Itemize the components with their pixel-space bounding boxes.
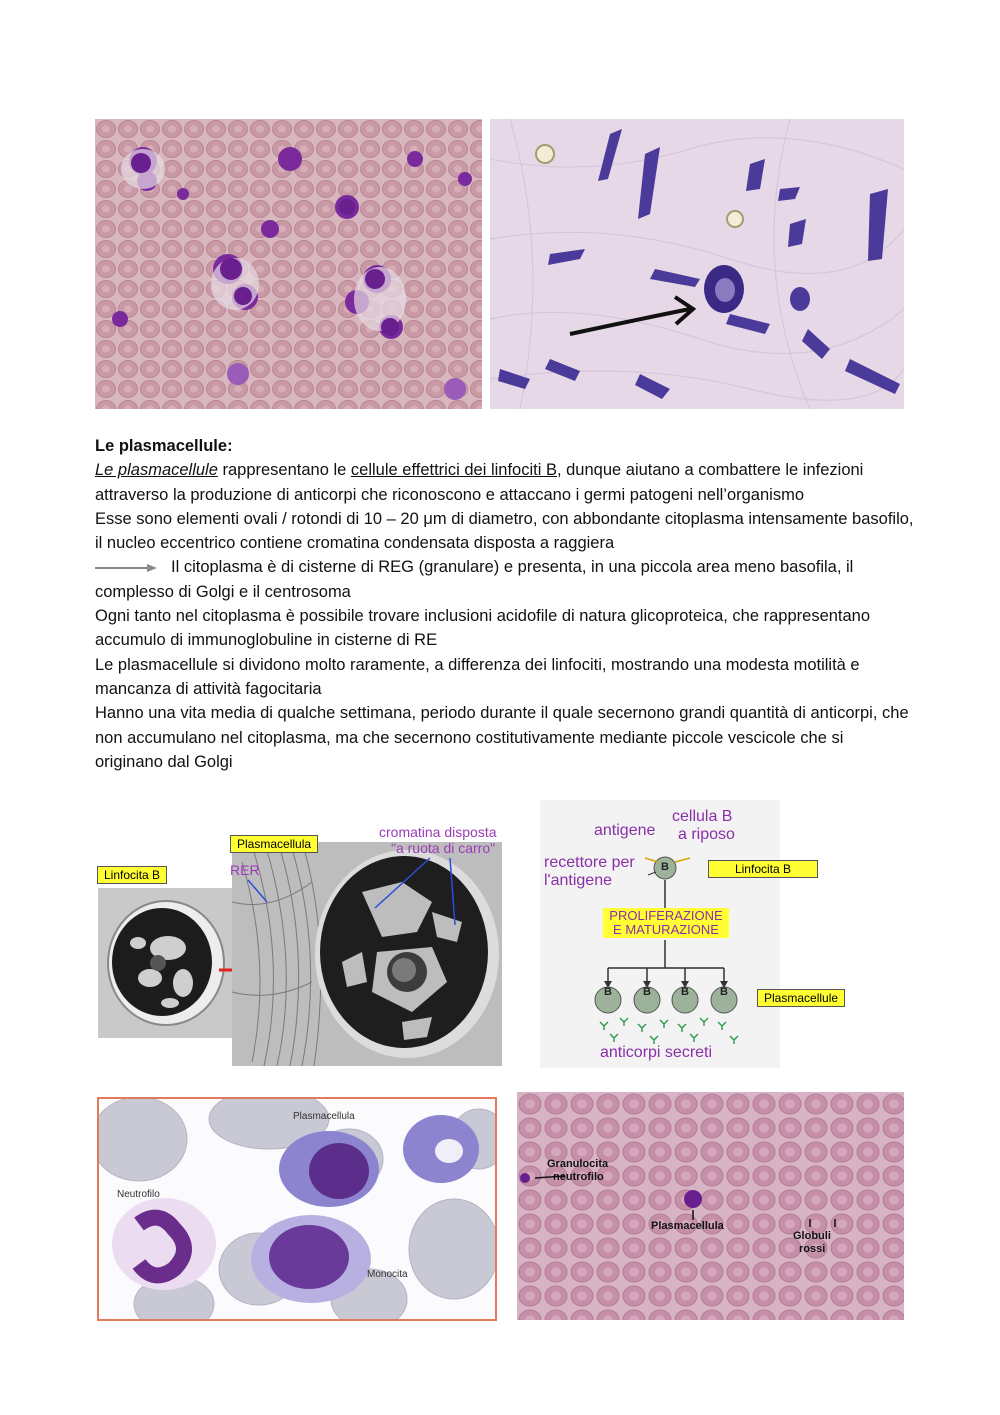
- paragraph-1: [95, 458, 915, 507]
- neutrofilo-label: Neutrofilo: [117, 1189, 160, 1200]
- recettore-label-2: l'antigene: [544, 872, 612, 889]
- section-title: Le plasmacellule:: [95, 437, 233, 455]
- plasmacellula-smear-right-label: Plasmacellula: [651, 1220, 724, 1232]
- cromatina-label-2: "a ruota di carro": [391, 840, 496, 856]
- paragraph-4: Ogni tanto nel citoplasma è possibile trovare inclusioni acidofile di natura glicoproteica, che rappresentano accumulo di immunoglobuline in cisterne di RE: [95, 607, 871, 650]
- paragraph-6: Hanno una vita media di qualche settimana, periodo durante il quale secernono grandi quantità di anticorpi, che non accumulano nel citoplasma, ma che secernono costitutivamente mediante piccole vescicole che si originano dal Golgi: [95, 704, 909, 771]
- plasmacellule-diagram-label: Plasmacellule: [757, 989, 845, 1007]
- smear-photo-bottom-right: [517, 1092, 904, 1320]
- plasmacellula-smear-label: Plasmacellula: [293, 1111, 355, 1122]
- paragraph-1-text-b: dunque aiutano a combattere le infezioni attraverso la produzione di anticorpi che riconoscono e attaccano i germi patogeni nell’organismo: [95, 461, 864, 504]
- paragraph-3: [95, 555, 915, 604]
- granulocita-label-2: neutrofilo: [553, 1171, 604, 1183]
- process-line-2: E MATURAZIONE: [613, 922, 719, 937]
- plasma-cell-letter-4: B: [720, 986, 728, 998]
- blood-smear-photo-top-left: [95, 119, 482, 409]
- recettore-label-1: recettore per: [544, 854, 635, 871]
- globuli-label-1: Globuli: [793, 1230, 831, 1242]
- monocita-label: Monocita: [367, 1269, 408, 1280]
- globuli-label-2: rossi: [799, 1243, 826, 1255]
- paragraph-1-underlined: cellule effettrici dei linfociti B,: [350, 461, 562, 480]
- granulocita-label-1: Granulocita: [547, 1158, 609, 1170]
- maturation-diagram: [540, 800, 860, 1070]
- em-figure: [95, 820, 515, 1070]
- anticorpi-label: anticorpi secreti: [600, 1044, 713, 1061]
- process-box: [603, 908, 729, 938]
- rer-label: RER: [230, 862, 260, 878]
- cellula-b-label-1: cellula B: [672, 808, 733, 825]
- plasma-cell-letter-1: B: [604, 986, 612, 998]
- plasmacellule-text: [95, 434, 915, 774]
- paragraph-2: Esse sono elementi ovali / rotondi di 10 – 20 μm di diametro, con abbondante citoplasma intensamente basofilo, il nucleo eccentrico contiene cromatina condensata disposta a raggiera: [95, 509, 914, 553]
- right-arrow-icon: [95, 563, 157, 573]
- process-line-1: PROLIFERAZIONE: [609, 908, 723, 923]
- plasma-cell-letter-2: B: [643, 986, 651, 998]
- plasma-cell-letter-3: B: [681, 986, 689, 998]
- paragraph-3-text: Il citoplasma è di cisterne di REG (granulare) e presenta, in una piccola area meno basofila, il complesso di Golgi e il centrosoma: [95, 558, 854, 601]
- top-cell-letter: B: [661, 861, 669, 873]
- paragraph-1-text-a: rappresentano le: [217, 461, 351, 480]
- plasmacellula-label: Plasmacellula: [230, 835, 318, 853]
- antigene-label: antigene: [594, 822, 656, 839]
- linfocita-b-label: Linfocita B: [97, 866, 167, 884]
- smear-photo-bottom-left: [97, 1097, 497, 1321]
- paragraph-5: Le plasmacellule si dividono molto raramente, a differenza dei linfociti, mostrando una modesta motilità e mancanza di attività fagocitaria: [95, 655, 860, 698]
- paragraph-1-term: Le plasmacellule: [95, 461, 218, 480]
- linfocita-b-diagram-label: Linfocita B: [708, 860, 818, 878]
- pointer-lines: [95, 820, 515, 1070]
- cromatina-label-1: cromatina disposta: [379, 824, 497, 840]
- cellula-b-label-2: a riposo: [678, 826, 735, 843]
- tissue-photo-top-right: [490, 119, 904, 409]
